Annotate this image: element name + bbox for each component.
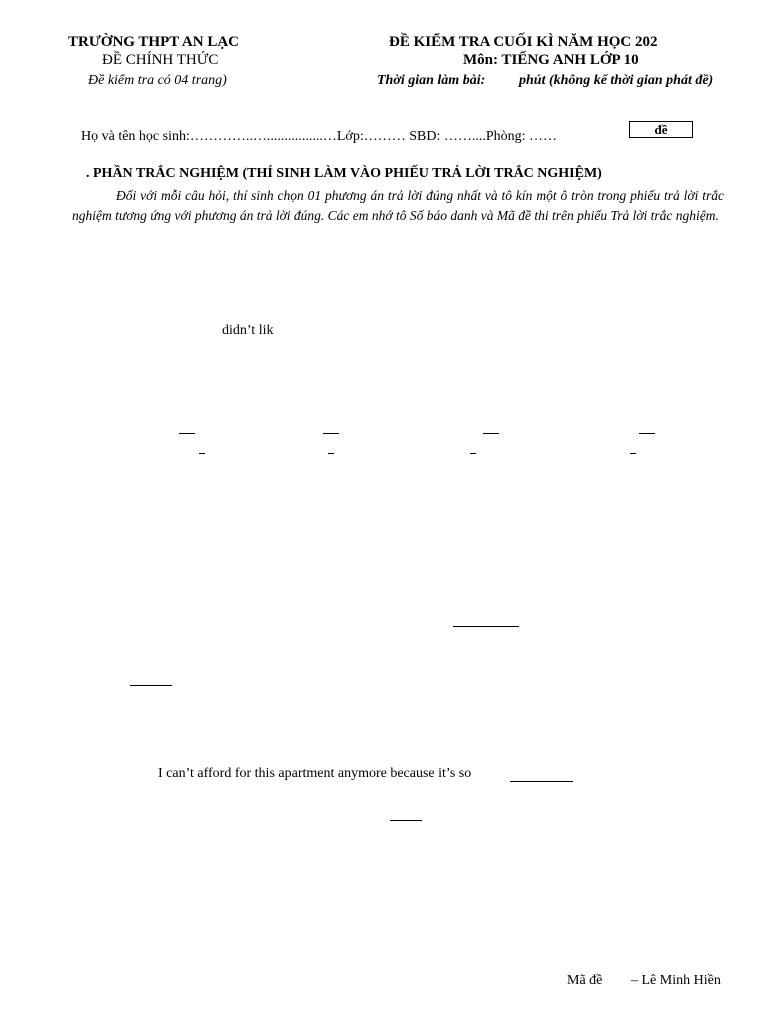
student-info-line: Họ và tên học sinh:…………..…................…Lớp:……… SBD: ……....Phòng: …… (81, 129, 558, 144)
time-note: phút (không kể thời gian phát đề) (519, 73, 714, 88)
official-label: ĐỀ CHÍNH THỨC (102, 52, 219, 68)
answer-blank-a (179, 433, 195, 434)
question-fragment: didn’t lik (222, 323, 274, 338)
answer-blank-b (323, 433, 339, 434)
answer-dash-d (630, 453, 636, 454)
instruction-text: Đối với mỗi câu hỏi, thí sinh chọn 01 phương án trả lời đúng nhất và tô kín một ô tròn trong phiếu trả lời trắc nghiệm tương ứng với phương án trả lời đúng. Các em nhớ tô Số báo danh và Mã đề thi trên phiếu Trả lời trắc nghiệm. (72, 188, 724, 223)
footer-author: – Lê Minh Hiền (631, 973, 721, 988)
fill-blank-3 (510, 781, 573, 782)
pages-note: Đề kiểm tra có 04 trang) (88, 73, 227, 88)
footer-code-label: Mã đề (567, 973, 603, 988)
answer-dash-a (199, 453, 205, 454)
question-sentence: I can’t afford for this apartment anymore because it’s so (158, 766, 472, 781)
exam-title: ĐỀ KIỂM TRA CUỐI KÌ NĂM HỌC 202 (389, 34, 658, 50)
answer-dash-b (328, 453, 334, 454)
section-instruction (72, 186, 724, 225)
answer-blank-c (483, 433, 499, 434)
section-title: . PHẦN TRẮC NGHIỆM (THÍ SINH LÀM VÀO PHIẾU TRẢ LỜI TRẮC NGHIỆM) (86, 166, 602, 181)
answer-dash-c (470, 453, 476, 454)
answer-blank-d (639, 433, 655, 434)
subject-label: Môn: TIẾNG ANH LỚP 10 (463, 52, 639, 68)
fill-blank-1 (453, 626, 519, 627)
fill-blank-4 (390, 820, 422, 821)
exam-code-box: đề (629, 121, 693, 138)
fill-blank-2 (130, 685, 172, 686)
time-label: Thời gian làm bài: (377, 73, 486, 88)
school-name: TRƯỜNG THPT AN LẠC (68, 34, 239, 50)
